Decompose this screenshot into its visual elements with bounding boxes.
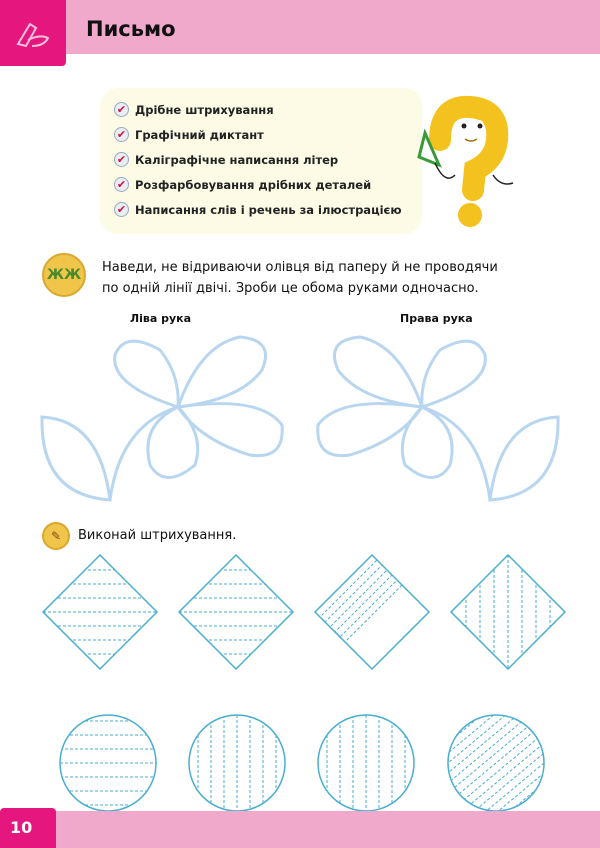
hatching-exercises <box>0 548 600 818</box>
left-flower <box>42 337 282 500</box>
checkmark-icon: ✔ <box>114 177 129 192</box>
dashed-line <box>364 713 484 813</box>
dashed-line <box>520 713 600 813</box>
skill-label: Каліграфічне написання літер <box>135 152 339 167</box>
instruction-line: Наведи, не відриваючи олівця від паперу й не проводячи <box>102 260 498 275</box>
checkmark-icon: ✔ <box>114 152 129 167</box>
page-title: Письмо <box>86 17 176 41</box>
skill-item <box>114 202 402 217</box>
header-icon-box <box>0 0 66 66</box>
skill-label: Дрібне штрихування <box>135 102 274 117</box>
left-hand-label: Ліва рука <box>130 312 192 325</box>
dashed-line <box>315 552 435 672</box>
right-hand-label: Права рука <box>400 312 473 325</box>
dashed-line <box>412 713 532 813</box>
question-mark-mascot <box>405 95 515 235</box>
writing-hand-icon <box>0 0 66 66</box>
flower-tracing <box>0 325 600 515</box>
hatch-lines <box>352 713 600 813</box>
task-badge-icon: ЖЖ <box>42 253 86 297</box>
skill-item <box>114 152 338 167</box>
dashed-line <box>235 552 355 672</box>
dashed-line <box>305 552 425 672</box>
hatch-lines <box>179 548 293 696</box>
dashed-line <box>245 552 365 672</box>
hatch-lines <box>60 665 156 818</box>
skill-label: Графічний диктант <box>135 127 264 142</box>
skills-box <box>100 88 422 234</box>
hatch-lines <box>424 555 592 669</box>
hatch-lines <box>43 548 157 696</box>
dashed-line <box>508 713 600 813</box>
skill-item <box>114 102 274 117</box>
task2-instructions: Виконай штрихування. <box>78 528 237 543</box>
dashed-line <box>352 713 472 813</box>
instruction-line: по одній лінії двічі. Зроби це обома руками одночасно. <box>102 281 479 296</box>
skill-label: Розфарбовування дрібних деталей <box>135 177 372 192</box>
dashed-line <box>265 552 385 672</box>
dashed-line <box>436 713 556 813</box>
diamond-shape <box>315 555 429 669</box>
skill-label: Написання слів і речень за ілюстрацією <box>135 202 402 217</box>
task1-instructions <box>102 257 498 299</box>
page-number: 10 <box>10 818 33 837</box>
skill-item <box>114 177 371 192</box>
checkmark-icon: ✔ <box>114 102 129 117</box>
dashed-line <box>424 713 544 813</box>
right-flower <box>318 337 558 500</box>
hatch-lines <box>146 715 328 811</box>
dashed-line <box>295 552 415 672</box>
hatch-lines <box>275 715 457 811</box>
skill-item <box>114 127 264 142</box>
footer-band <box>0 811 600 848</box>
dashed-line <box>376 713 496 813</box>
checkmark-icon: ✔ <box>114 127 129 142</box>
pencil-icon: ✎ <box>42 522 70 550</box>
dashed-line <box>496 713 600 813</box>
circle-shape <box>448 715 544 811</box>
dashed-line <box>400 713 520 813</box>
checkmark-icon: ✔ <box>114 202 129 217</box>
